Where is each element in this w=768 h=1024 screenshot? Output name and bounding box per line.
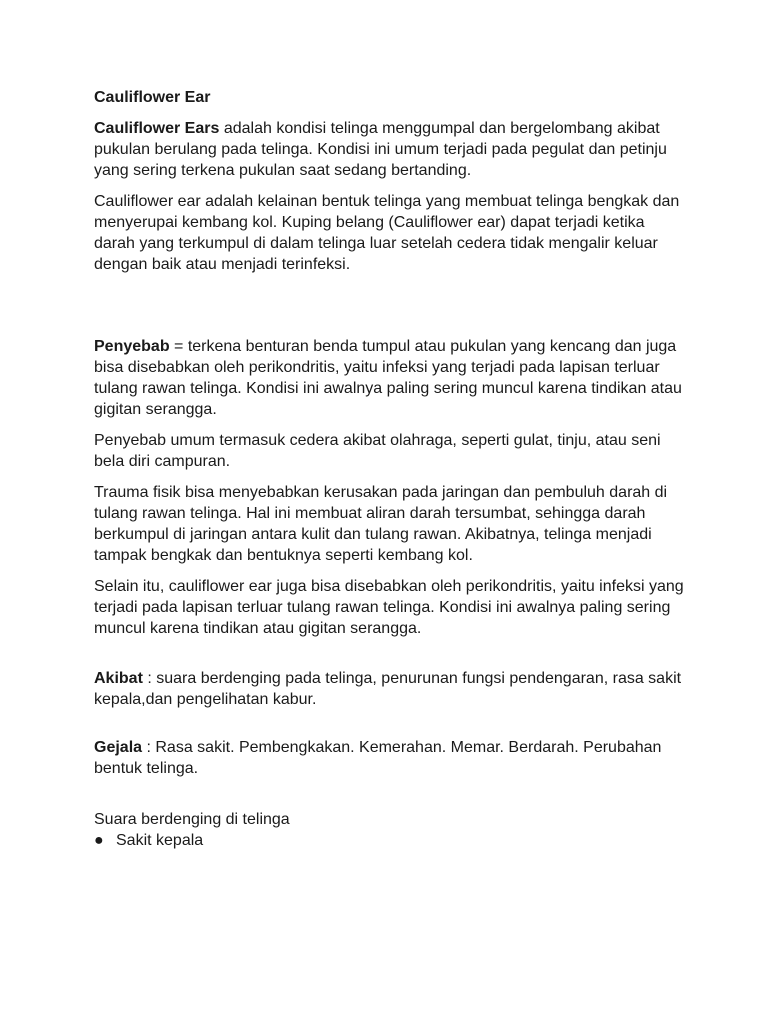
document-title: Cauliflower Ear xyxy=(94,89,211,106)
intro-term: Cauliflower Ears xyxy=(94,120,220,137)
intro-paragraph-2: Cauliflower ear adalah kelainan bentuk telinga yang membuat telinga bengkak dan menyerupai kembang kol. Kuping belang (Cauliflower ear) dapat terjadi ketika darah yang terkumpul di dalam telinga luar setelah cedera tidak mengalir keluar dengan baik atau menjadi terinfeksi. xyxy=(94,193,680,273)
akibat-term: Akibat xyxy=(94,670,143,687)
gejala-term: Gejala xyxy=(94,739,143,756)
intro-text: adalah kondisi telinga menggumpal dan bergelombang akibat pukulan berulang pada telinga. Kondisi ini umum terjadi pada pegulat dan petinju yang sering terkena pukulan saat sedang bertanding. xyxy=(94,120,667,179)
gejala-paragraph xyxy=(94,737,684,779)
penyebab-paragraph-4: Selain itu, cauliflower ear juga bisa disebabkan oleh perikondritis, yaitu infeksi yang terjadi pada lapisan terluar tulang rawan telinga. Kondisi ini awalnya paling sering muncul karena tindikan atau gigitan serangga. xyxy=(94,578,684,637)
bullet-icon: ● xyxy=(94,832,104,849)
penyebab-text: = terkena benturan benda tumpul atau pukulan yang kencang dan juga bisa disebabkan oleh perikondritis, yaitu infeksi yang terjadi pada lapisan terluar tulang rawan telinga. Kondisi ini awalnya paling sering muncul karena tindikan atau gigitan serangga. xyxy=(94,338,682,418)
penyebab-term: Penyebab xyxy=(94,338,170,355)
penyebab-paragraph-3: Trauma fisik bisa menyebabkan kerusakan pada jaringan dan pembuluh darah di tulang rawan telinga. Hal ini membuat aliran darah tersumbat, sehingga darah berkumpul di jaringan antara kulit dan tulang rawan. Akibatnya, telinga menjadi tampak bengkak dan bentuknya seperti kembang kol. xyxy=(94,484,668,564)
penyebab-paragraph-2: Penyebab umum termasuk cedera akibat olahraga, seperti gulat, tinju, atau seni bela diri campuran. xyxy=(94,432,661,470)
akibat-text: : suara berdenging pada telinga, penurunan fungsi pendengaran, rasa sakit kepala,dan pengelihatan kabur. xyxy=(94,670,682,708)
intro-paragraph xyxy=(94,118,684,181)
document-page xyxy=(94,87,684,851)
penyebab-paragraph xyxy=(94,336,684,420)
symptom-line: Suara berdenging di telinga xyxy=(94,811,290,828)
list-item xyxy=(94,830,684,851)
akibat-paragraph xyxy=(94,668,684,710)
list-item-text: Sakit kepala xyxy=(116,832,204,849)
gejala-text: : Rasa sakit. Pembengkakan. Kemerahan. Memar. Berdarah. Perubahan bentuk telinga. xyxy=(94,739,662,777)
